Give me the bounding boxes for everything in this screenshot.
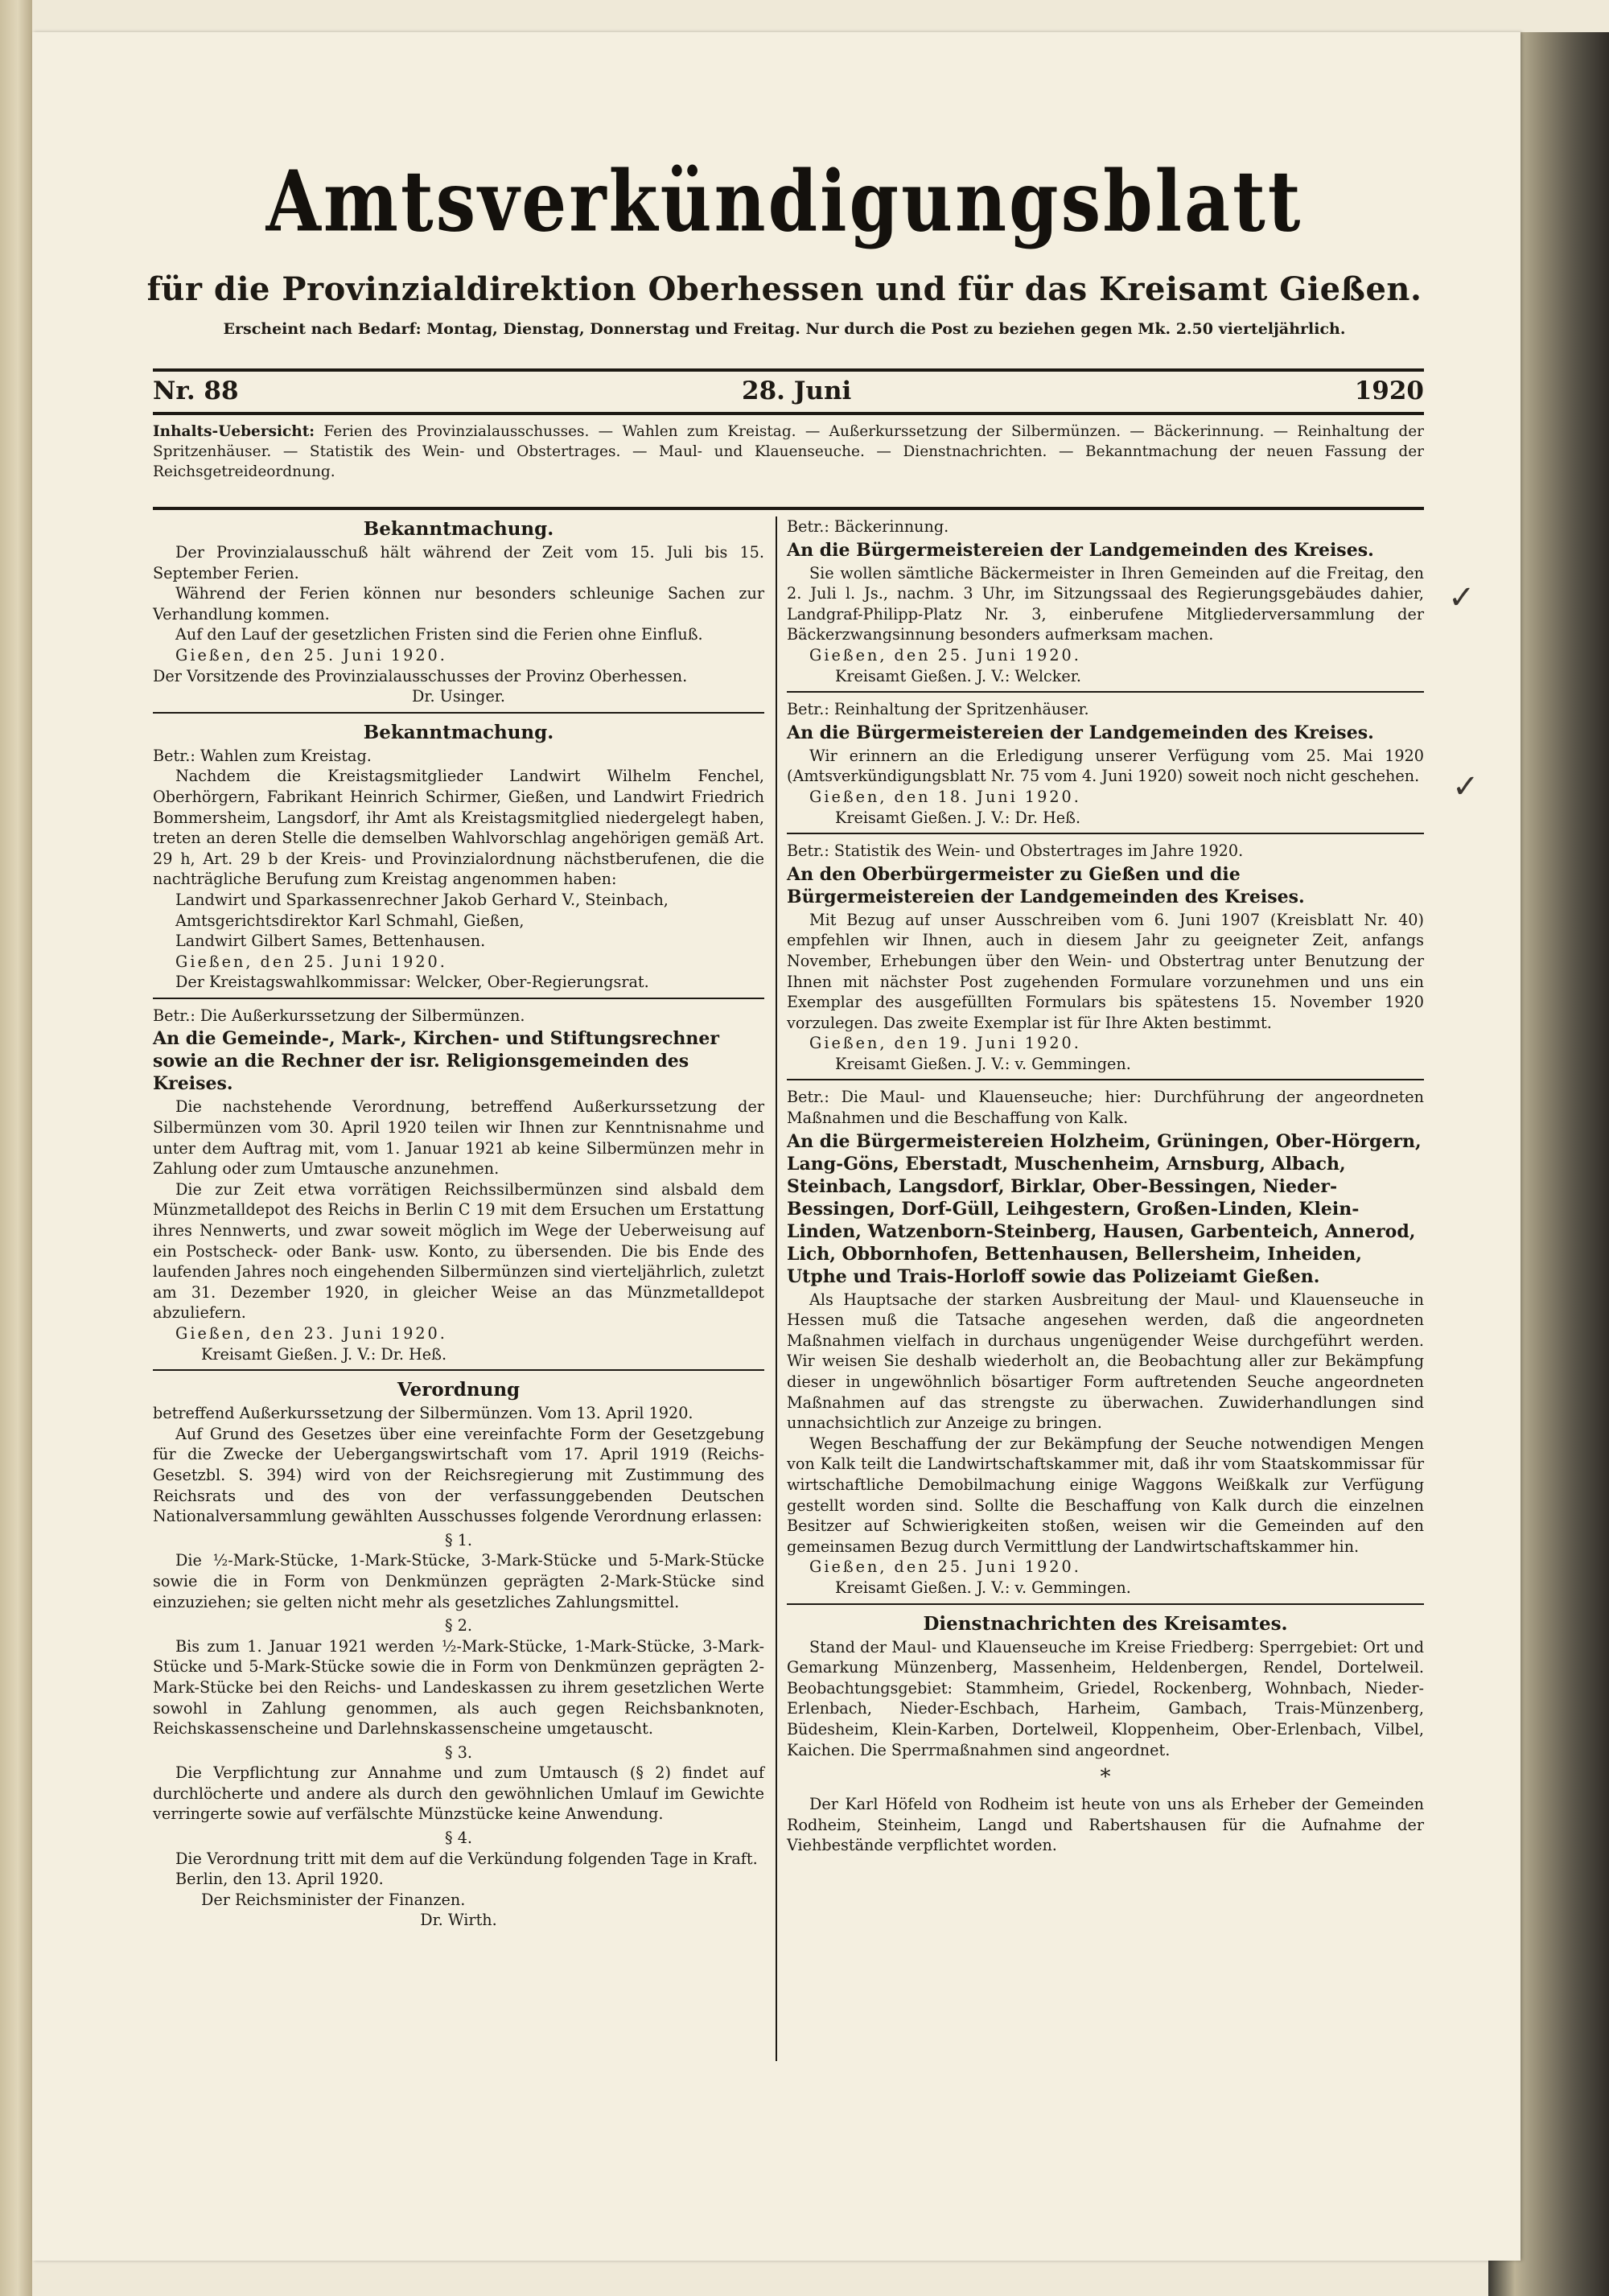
verordnung-intro: Auf Grund des Gesetzes über eine vereinfachte Form der Gesetzgebung für die Zwecke der Uebergangswirtschaft vom 17. April 1919 (Reichs-Gesetzbl. S. 394) wird von der Reichsregierung mit Zustimmung des Reichsrats und des von der verfassunggebenden Deutschen Nationalversammlung gewählten Ausschusses folgende Verordnung erlassen:: [153, 1424, 764, 1526]
notice-subject: Betr.: Bäckerinnung.: [787, 517, 949, 536]
dienstnachrichten-title: Dienstnachrichten des Kreisamtes.: [923, 1612, 1288, 1635]
notice-text: Die nachstehende Verordnung, betreffend Außerkurssetzung der Silbermünzen vom 30. April 1920 teilen wir Ihnen zur Kenntnisnahme und unter dem Auftrag mit, vom 1. Januar 1921 ab keine Silbermünzen mehr in Zahlung oder zum Umtausche anzunehmen.: [153, 1097, 764, 1179]
section-rule: [153, 998, 764, 999]
notice-spritzenhaeuser: [787, 699, 1424, 828]
notice-subject: Betr.: Statistik des Wein- und Obstertrages im Jahre 1920.: [787, 841, 1244, 861]
paragraph-number: § 4.: [445, 1829, 472, 1848]
notice-subject: Betr.: Reinhaltung der Spritzenhäuser.: [787, 700, 1089, 719]
notice-text: Mit Bezug auf unser Ausschreiben vom 6. Juni 1907 (Kreisblatt Nr. 40) empfehlen wir Ihnen, auch in diesem Jahr zu geeigneter Zeit, anfangs November, Erhebungen über den Wein- und Obstertrag unter Benutzung der Ihnen mit nächster Post zugehenden Formulare vorzunehmen und uns ein Exemplar des ausgefüllten Formulars bis spätestens 15. November 1920 vorzulegen. Das zweite Exemplar ist für Ihre Akten bestimmt.: [787, 910, 1424, 1032]
book-left-edge: [0, 0, 32, 2296]
notice-date: Gießen, den 25. Juni 1920.: [175, 952, 447, 971]
notice-maulseuche: [787, 1087, 1424, 1598]
paragraph-number: § 2.: [445, 1616, 472, 1636]
paragraph-text: Bis zum 1. Januar 1921 werden ½-Mark-Stücke, 1-Mark-Stücke, 3-Mark-Stücke und 5-Mark-Stücke sowie die in Form von Denkmünzen geprägten 2-Mark-Stücke bei den Reichs- und Landeskassen zu ihrem gesetzlichen Werte sowohl in Zahlung genommen, als auch gegen Reichsbanknoten, Reichskassenscheine und Darlehnskassenscheine umgetauscht.: [153, 1636, 764, 1738]
notice-text: Wegen Beschaffung der zur Bekämpfung der Seuche notwendigen Mengen von Kalk teilt die Landwirtschaftskammer mit, daß ihr vom Staatskommissar für wirtschaftliche Demobilmachung einige Waggons Weißkalk zur Verfügung gestellt worden sind. Sollte die Beschaffung von Kalk durch die einzelnen Besitzer auf Schwierigkeiten stoßen, weisen wir die Gemeinden auf den gemeinsamen Bezug durch Vermittlung der Landwirtschaftskammer hin.: [787, 1434, 1424, 1556]
dienstnachrichten-text: Der Karl Höfeld von Rodheim ist heute von uns als Erheber der Gemeinden Rodheim, Steinheim, Langd und Rabertshausen für die Aufnahme der Viehbestände verpflichtet worden.: [787, 1795, 1424, 1855]
section-rule: [153, 712, 764, 714]
notice-date: Gießen, den 19. Juni 1920.: [809, 1034, 1081, 1053]
newspaper-title: Amtsverkündigungsblatt: [265, 151, 1303, 251]
section-rule: [787, 691, 1424, 693]
notice-subject: Betr.: Die Außerkurssetzung der Silbermünzen.: [153, 1006, 525, 1025]
verordnung-signature-name: Dr. Wirth.: [420, 1911, 497, 1930]
notice-date: Gießen, den 25. Juni 1920.: [809, 645, 1081, 665]
contents-rule: [153, 507, 1424, 510]
notice-weinstatistik: [787, 841, 1424, 1074]
section-rule: [787, 833, 1424, 834]
notice-date: Gießen, den 25. Juni 1920.: [175, 645, 447, 665]
notice-text: Der Provinzialausschuß hält während der Zeit vom 15. Juli bis 15. September Ferien.: [153, 543, 764, 582]
member-entry: Landwirt Gilbert Sames, Bettenhausen.: [175, 932, 486, 951]
notice-date: Gießen, den 25. Juni 1920.: [809, 1557, 1081, 1577]
issue-date: 28. Juni: [742, 376, 852, 405]
verordnung-date: Berlin, den 13. April 1920.: [175, 1870, 384, 1889]
notice-silbermuenzen: [153, 1006, 764, 1364]
issue-number: Nr. 88: [153, 376, 239, 405]
notice-signature: Kreisamt Gießen. J. V.: v. Gemmingen.: [835, 1578, 1131, 1597]
dienstnachrichten: [787, 1611, 1424, 1856]
notice-addressee: An den Oberbürgermeister zu Gießen und die Bürgermeistereien der Landgemeinden des Kreises.: [787, 863, 1305, 907]
notice-signature: Kreisamt Gießen. J. V.: Welcker.: [835, 666, 1081, 685]
issue-year: 1920: [1354, 376, 1424, 405]
notice-signature: Kreisamt Gießen. J. V.: Dr. Heß.: [835, 808, 1081, 827]
table-of-contents: [153, 422, 1424, 482]
pencil-mark: ✓: [1448, 579, 1475, 616]
notice-signature: Kreisamt Gießen. J. V.: v. Gemmingen.: [835, 1054, 1131, 1073]
notice-date: Gießen, den 23. Juni 1920.: [175, 1324, 447, 1343]
notice-baeckerinnung: [787, 516, 1424, 686]
left-column: [153, 516, 764, 1936]
notice-addressee: An die Bürgermeistereien der Landgemeinden des Kreises.: [787, 722, 1374, 743]
verordnung-subtitle: betreffend Außerkurssetzung der Silbermünzen. Vom 13. April 1920.: [153, 1404, 693, 1423]
section-rule: [787, 1079, 1424, 1080]
dienstnachrichten-text: Stand der Maul- und Klauenseuche im Kreise Friedberg: Sperrgebiet: Ort und Gemarkung Münzenberg, Massenheim, Heldenbergen, Rendel, Dortelweil. Beobachtungsgebiet: Stammheim, Griedel, Rockenberg, Wohnbach, Nieder-Erlenbach, Nieder-Eschbach, Harheim, Gambach, Trais-Münzenberg, Büdesheim, Klein-Karben, Dortelweil, Kloppenheim, Ober-Erlenbach, Vilbel, Kaichen. Die Sperrmaßnahmen sind angeordnet.: [787, 1637, 1424, 1759]
notice-text: Wir erinnern an die Erledigung unserer Verfügung vom 25. Mai 1920 (Amtsverkündigungsblatt Nr. 75 vom 4. Juni 1920) soweit noch nicht geschehen.: [787, 746, 1424, 786]
notice-addressee: An die Gemeinde-, Mark-, Kirchen- und Stiftungsrechner sowie an die Rechner der isr. Religionsgemeinden des Kreises.: [153, 1028, 719, 1095]
paragraph-number: § 1.: [445, 1530, 472, 1549]
paragraph-text: Die Verpflichtung zur Annahme und zum Umtausch (§ 2) findet auf durchlöcherte und andere als durch den gewöhnlichen Umlauf im Gewichte verringerte sowie auf verfälschte Münzstücke keine Anwendung.: [153, 1763, 764, 1824]
notice-text: Auf den Lauf der gesetzlichen Fristen sind die Ferien ohne Einfluß.: [175, 625, 703, 644]
verordnung-title: Verordnung: [397, 1379, 521, 1401]
notice-signature-name: Dr. Usinger.: [412, 687, 505, 706]
notice-date: Gießen, den 18. Juni 1920.: [809, 787, 1081, 806]
newspaper-subtitle: für die Provinzialdirektion Oberhessen und für das Kreisamt Gießen.: [146, 270, 1422, 308]
notice-signature: Der Vorsitzende des Provinzialausschusses der Provinz Oberhessen.: [153, 666, 688, 685]
column-divider: [776, 516, 777, 2061]
verordnung: [153, 1377, 764, 1931]
section-rule: [153, 1369, 764, 1371]
contents-text: Ferien des Provinzialausschusses. — Wahlen zum Kreistag. — Außerkurssetzung der Silbermünzen. — Bäckerinnung. — Reinhaltung der Spritzenhäuser. — Statistik des Wein- und Obstertrages. — Maul- und Klauenseuche. — Dienstnachrichten. — Bekanntmachung der neuen Fassung der Reichsgetreideordnung.: [153, 423, 1424, 480]
notice-signature: Kreisamt Gießen. J. V.: Dr. Heß.: [201, 1344, 447, 1364]
notice-text: Als Hauptsache der starken Ausbreitung der Maul- und Klauenseuche in Hessen muß die Tatsache angesehen werden, daß die angeordneten Maßnahmen vielfach in durchaus ungenügender Weise durchgeführt werden. Wir weisen Sie deshalb wiederholt an, die Beobachtung aller zur Bekämpfung dieser in ungewöhnlich bösartiger Form auftretenden Seuche angeordneten Maßnahmen auf das strengste zu überwachen. Zuwiderhandlungen sind unnachsichtlich zur Anzeige zu bringen.: [787, 1290, 1424, 1433]
issue-bottom-rule: [153, 412, 1424, 415]
notice-kreistag: [153, 720, 764, 993]
contents-label: Inhalts-Uebersicht:: [153, 423, 315, 440]
paragraph-text: Die ½-Mark-Stücke, 1-Mark-Stücke, 3-Mark-Stücke und 5-Mark-Stücke sowie die in Form von Denkmünzen geprägten 2-Mark-Stücke sind einzuziehen; sie gelten nicht mehr als gesetzliches Zahlungsmittel.: [153, 1551, 764, 1611]
issue-bar: [153, 372, 1424, 410]
section-rule: [787, 1603, 1424, 1605]
member-entry: Landwirt und Sparkassenrechner Jakob Gerhard V., Steinbach,: [175, 890, 669, 909]
masthead: [129, 153, 1440, 339]
notice-text: Sie wollen sämtliche Bäckermeister in Ihren Gemeinden auf die Freitag, den 2. Juli l. Js., nachm. 3 Uhr, im Sitzungssaal des Regierungsgebäudes dahier, Landgraf-Philipp-Platz Nr. 3, einberufene Mitgliederversammlung der Bäckerzwangsinnung besonders aufmerksam machen.: [787, 563, 1424, 644]
notice-text: Die zur Zeit etwa vorrätigen Reichssilbermünzen sind alsbald dem Münzmetalldepot des Reichs in Berlin C 19 mit dem Ersuchen um Erstattung ihres Nennwerts, und zwar soweit möglich im Wege der Ueberweisung auf ein Postscheck- oder Bank- usw. Konto, zu übersenden. Die bis Ende des laufenden Jahres noch eingehenden Silbermünzen sind vierteljährlich, zuletzt am 31. Dezember 1920, in gleicher Weise an das Münzmetalldepot abzuliefern.: [153, 1179, 764, 1323]
separator-asterisk: *: [1100, 1765, 1111, 1790]
paragraph-number: § 3.: [445, 1743, 472, 1762]
notice-text: Während der Ferien können nur besonders schleunige Sachen zur Verhandlung kommen.: [153, 584, 764, 623]
notice-addressee: An die Bürgermeistereien der Landgemeinden des Kreises.: [787, 539, 1374, 561]
notice-text: Nachdem die Kreistagsmitglieder Landwirt Wilhelm Fenchel, Oberhörgern, Fabrikant Heinrich Schirmer, Gießen, und Landwirt Friedrich Bommersheim, Langsdorf, ihr Amt als Kreistagsmitglied niedergelegt haben, treten an deren Stelle die demselben Wahlvorschlag angehörigen gemäß Art. 29 h, Art. 29 b der Kreis- und Provinzialordnung nächstberufenen, die die nachträgliche Berufung zum Kreistag angenommen haben:: [153, 767, 764, 889]
notice-subject: Betr.: Wahlen zum Kreistag.: [153, 746, 372, 765]
notice-title: Bekanntmachung.: [363, 518, 554, 540]
notice-addressee: An die Bürgermeistereien Holzheim, Grüningen, Ober-Hörgern, Lang-Göns, Eberstadt, Muschenheim, Arnsburg, Albach, Steinbach, Langsdorf, Birklar, Ober-Bessingen, Nieder-Bessingen, Dorf-Güll, Leihgestern, Großen-Linden, Klein-Linden, Watzenborn-Steinberg, Hausen, Garbenteich, Annerod, Lich, Obbornhofen, Bettenhausen, Bellersheim, Inheiden, Utphe und Trais-Horloff sowie das Polizeiamt Gießen.: [787, 1130, 1422, 1287]
notice-signature: Der Kreistagswahlkommissar: Welcker, Ober-Regierungsrat.: [175, 973, 649, 992]
notice-subject: Betr.: Die Maul- und Klauenseuche; hier: Durchführung der angeordneten Maßnahmen und die Beschaffung von Kalk.: [787, 1088, 1424, 1128]
pencil-mark: ✓: [1452, 768, 1479, 805]
paragraph-text: Die Verordnung tritt mit dem auf die Verkündung folgenden Tage in Kraft.: [175, 1849, 758, 1868]
member-entry: Amtsgerichtsdirektor Karl Schmahl, Gießen,: [175, 911, 525, 930]
right-column: [787, 516, 1424, 1861]
verordnung-signature: Der Reichsminister der Finanzen.: [201, 1890, 466, 1909]
notice-title: Bekanntmachung.: [363, 721, 554, 743]
notice-provinzialausschuss: [153, 516, 764, 707]
publication-notice: Erscheint nach Bedarf: Montag, Dienstag, Donnerstag und Freitag. Nur durch die Post zu beziehen gegen Mk. 2.50 vierteljährlich.: [223, 320, 1346, 338]
